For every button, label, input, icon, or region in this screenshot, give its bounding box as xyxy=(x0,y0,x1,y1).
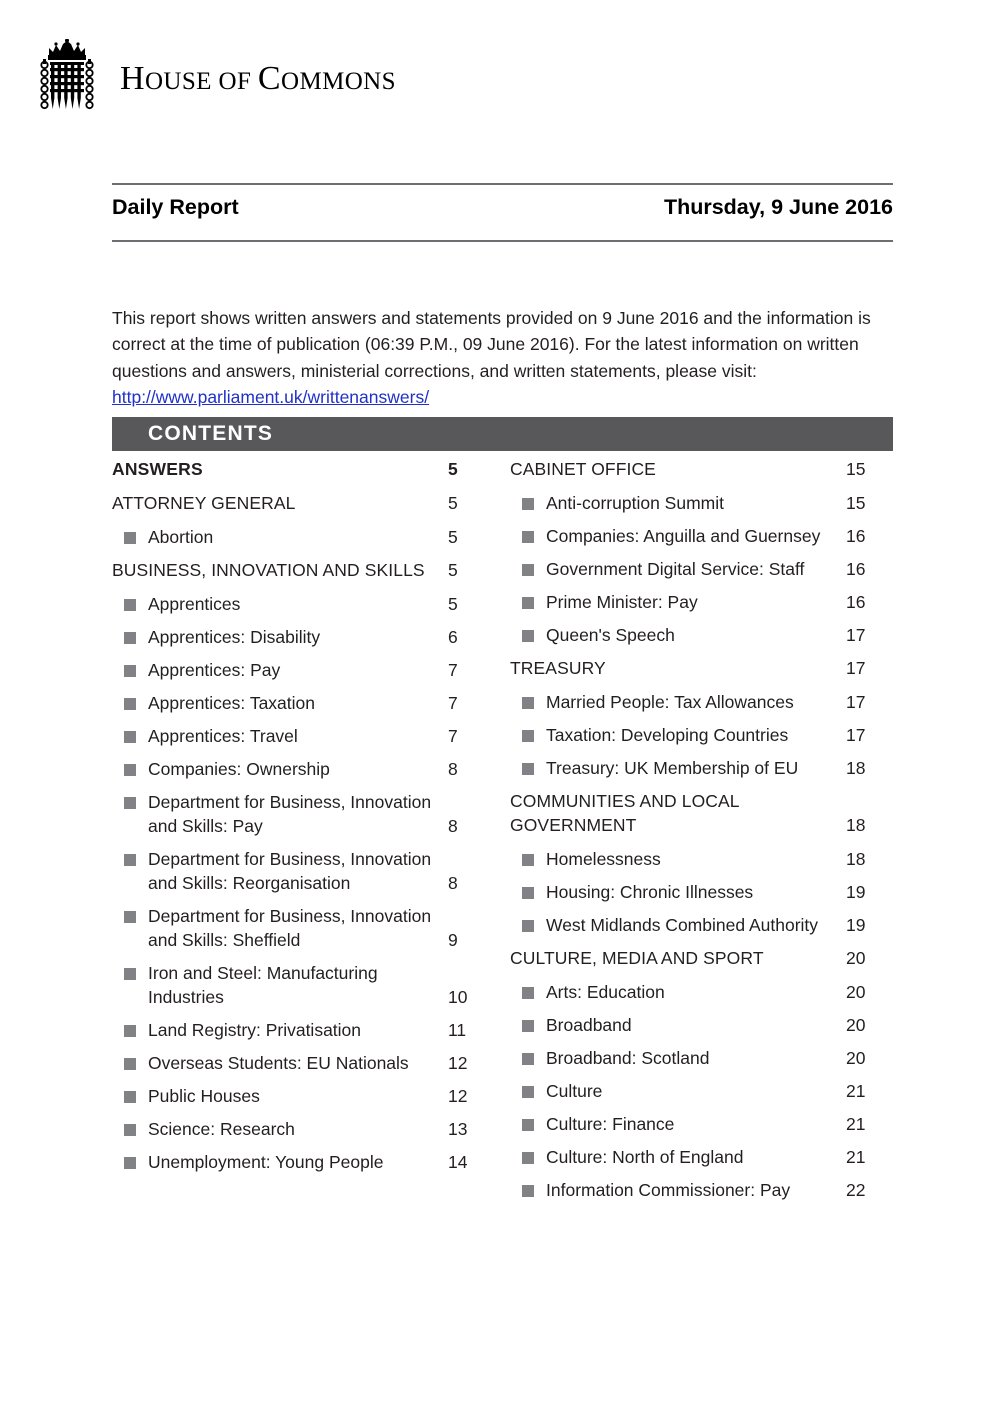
toc-entry-page-number: 18 xyxy=(846,815,866,835)
toc-entry-label-wrap xyxy=(510,1046,836,1070)
toc-entry-page-number: 10 xyxy=(448,987,468,1007)
square-bullet-icon xyxy=(522,887,534,899)
toc-entry-page-number: 16 xyxy=(846,559,866,579)
masthead xyxy=(36,38,396,120)
square-bullet-icon xyxy=(522,597,534,609)
toc-entry[interactable] xyxy=(510,756,892,780)
toc-entry-label: Overseas Students: EU Nationals xyxy=(148,1053,409,1073)
toc-entry-label-wrap xyxy=(112,904,438,952)
square-bullet-icon xyxy=(124,764,136,776)
toc-entry-label-wrap xyxy=(112,558,438,582)
toc-entry-label: CABINET OFFICE xyxy=(510,459,656,479)
toc-entry-label-wrap xyxy=(510,623,836,647)
toc-entry-label-wrap xyxy=(112,790,438,838)
square-bullet-icon xyxy=(124,532,136,544)
toc-entry-label-wrap xyxy=(112,658,438,682)
report-date: Thursday, 9 June 2016 xyxy=(663,195,893,219)
toc-department-heading[interactable] xyxy=(112,491,494,515)
contents-bar-label: CONTENTS xyxy=(148,422,274,445)
toc-entry-label-wrap xyxy=(510,690,836,714)
toc-entry-label-wrap xyxy=(510,457,836,481)
toc-entry-page-number: 16 xyxy=(846,592,866,612)
toc-entry-label: COMMUNITIES AND LOCAL GOVERNMENT xyxy=(510,791,739,835)
toc-entry-label: Information Commissioner: Pay xyxy=(546,1180,791,1200)
square-bullet-icon xyxy=(522,697,534,709)
toc-entry-label-wrap xyxy=(510,756,836,780)
toc-entry[interactable] xyxy=(112,625,494,649)
toc-department-heading[interactable] xyxy=(510,946,892,970)
masthead-title-ommons: OMMONS xyxy=(281,68,396,95)
toc-entry-label: Culture: Finance xyxy=(546,1114,675,1134)
toc-entry-label: Companies: Anguilla and Guernsey xyxy=(546,526,821,546)
toc-entry-label: Homelessness xyxy=(546,849,661,869)
toc-entry-page-number: 15 xyxy=(846,459,866,479)
toc-entry-label-wrap xyxy=(112,491,438,515)
square-bullet-icon xyxy=(124,1025,136,1037)
toc-entry-page-number: 12 xyxy=(448,1053,468,1073)
toc-entry-page-number: 18 xyxy=(846,849,866,869)
square-bullet-icon xyxy=(124,698,136,710)
toc-entry-page-number: 7 xyxy=(448,726,458,746)
square-bullet-icon xyxy=(522,498,534,510)
toc-entry[interactable] xyxy=(510,1112,892,1136)
toc-entry[interactable] xyxy=(112,847,494,895)
toc-entry-label-wrap xyxy=(510,723,836,747)
toc-entry-label: Apprentices: Taxation xyxy=(148,693,316,713)
toc-entry-page-number: 17 xyxy=(846,625,866,645)
toc-entry-label-wrap xyxy=(112,625,438,649)
toc-entry-label-wrap xyxy=(510,1145,836,1169)
toc-entry-page-number: 19 xyxy=(846,915,866,935)
toc-entry-label: Department for Business, Innovation and Skills: Reorganisation xyxy=(148,849,432,893)
toc-entry[interactable] xyxy=(510,557,892,581)
toc-entry-page-number: 6 xyxy=(448,627,458,647)
portcullis-crest-icon xyxy=(36,39,98,119)
report-header xyxy=(112,195,893,220)
toc-entry-page-number: 8 xyxy=(448,816,458,836)
toc-entry-label: Abortion xyxy=(148,527,214,547)
toc-entry-label-wrap xyxy=(510,656,836,680)
square-bullet-icon xyxy=(522,920,534,932)
toc-entry-label: Government Digital Service: Staff xyxy=(546,559,805,579)
square-bullet-icon xyxy=(522,1119,534,1131)
toc-entry-label-wrap xyxy=(112,724,438,748)
toc-entry-label-wrap xyxy=(112,525,438,549)
toc-entry-page-number: 5 xyxy=(448,459,458,479)
toc-entry-label: Apprentices: Disability xyxy=(148,627,321,647)
toc-entry-label-wrap xyxy=(112,1150,438,1174)
toc-entry[interactable] xyxy=(510,623,892,647)
toc-entry-label: West Midlands Combined Authority xyxy=(546,915,819,935)
toc-entry-label: Taxation: Developing Countries xyxy=(546,725,789,745)
square-bullet-icon xyxy=(522,1152,534,1164)
toc-entry[interactable] xyxy=(510,690,892,714)
toc-entry-page-number: 17 xyxy=(846,725,866,745)
toc-entry[interactable] xyxy=(510,913,892,937)
toc-entry-page-number: 20 xyxy=(846,1015,866,1035)
toc-entry-page-number: 8 xyxy=(448,873,458,893)
intro-text: This report shows written answers and statements provided on 9 June 2016 and the information is correct at the time of publication (06:39 P.M., 09 June 2016). For the latest information on written questions and answers, ministerial corrections, and written statements, please visit: xyxy=(112,307,871,381)
header-rule-top xyxy=(112,183,893,185)
toc-department-heading[interactable] xyxy=(510,789,892,837)
toc-department-heading[interactable] xyxy=(112,558,494,582)
toc-entry-page-number: 17 xyxy=(846,692,866,712)
toc-entry-label-wrap xyxy=(112,847,438,895)
square-bullet-icon xyxy=(522,531,534,543)
toc-entry-label: Iron and Steel: Manufacturing Industries xyxy=(148,963,378,1007)
toc-entry-page-number: 12 xyxy=(448,1086,468,1106)
toc-entry-label: Housing: Chronic Illnesses xyxy=(546,882,754,902)
toc-entry-label-wrap xyxy=(510,590,836,614)
toc-entry-label: Broadband: Scotland xyxy=(546,1048,710,1068)
toc-entry[interactable] xyxy=(510,1079,892,1103)
toc-entry[interactable] xyxy=(112,961,494,1009)
toc-entry-label: Unemployment: Young People xyxy=(148,1152,384,1172)
toc-entry-page-number: 13 xyxy=(448,1119,468,1139)
toc-entry-page-number: 5 xyxy=(448,527,458,547)
square-bullet-icon xyxy=(124,665,136,677)
masthead-title-c: C xyxy=(257,60,281,97)
toc-entry-label: ATTORNEY GENERAL xyxy=(112,493,296,513)
toc-entry-page-number: 21 xyxy=(846,1114,866,1134)
toc-entry-page-number: 8 xyxy=(448,759,458,779)
toc-entry-page-number: 20 xyxy=(846,948,866,968)
toc-entry-label: Companies: Ownership xyxy=(148,759,330,779)
toc-entry-label-wrap xyxy=(112,457,438,481)
toc-entry[interactable] xyxy=(510,524,892,548)
toc-entry-label-wrap xyxy=(112,961,438,1009)
toc-entry-label-wrap xyxy=(510,847,836,871)
toc-entry[interactable] xyxy=(510,1013,892,1037)
square-bullet-icon xyxy=(522,564,534,576)
toc-entry-label: Prime Minister: Pay xyxy=(546,592,698,612)
masthead-title xyxy=(120,60,396,98)
toc-entry-label: Public Houses xyxy=(148,1086,260,1106)
toc-entry-label: Queen's Speech xyxy=(546,625,675,645)
toc-entry[interactable] xyxy=(510,1145,892,1169)
toc-entry-label-wrap xyxy=(510,1112,836,1136)
page-title: Daily Report xyxy=(112,195,239,219)
toc-entry[interactable] xyxy=(112,790,494,838)
toc-entry-page-number: 20 xyxy=(846,1048,866,1068)
toc-entry-page-number: 16 xyxy=(846,526,866,546)
toc-entry-label-wrap xyxy=(510,557,836,581)
toc-entry-page-number: 7 xyxy=(448,693,458,713)
toc-entry[interactable] xyxy=(510,491,892,515)
toc-entry-page-number: 14 xyxy=(448,1152,468,1172)
toc-entry-label-wrap xyxy=(510,880,836,904)
toc-entry-label: Apprentices xyxy=(148,594,241,614)
toc-entry[interactable] xyxy=(112,724,494,748)
toc-entry-label-wrap xyxy=(510,1013,836,1037)
toc-entry[interactable] xyxy=(112,1018,494,1042)
toc-entry-label: Science: Research xyxy=(148,1119,295,1139)
masthead-title-h: H xyxy=(120,60,145,97)
square-bullet-icon xyxy=(124,1157,136,1169)
toc-entry-label-wrap xyxy=(510,491,836,515)
square-bullet-icon xyxy=(522,763,534,775)
toc-entry-label: Apprentices: Pay xyxy=(148,660,281,680)
toc-department-heading[interactable] xyxy=(510,656,892,680)
contents-bar xyxy=(112,417,893,451)
toc-entry-label: Culture xyxy=(546,1081,603,1101)
toc-entry[interactable] xyxy=(112,1150,494,1174)
square-bullet-icon xyxy=(124,1058,136,1070)
toc-entry-label: Department for Business, Innovation and Skills: Pay xyxy=(148,792,432,836)
toc-entry-label-wrap xyxy=(112,757,438,781)
toc-entry-label-wrap xyxy=(510,524,836,548)
toc-entry-page-number: 22 xyxy=(846,1180,866,1200)
written-answers-link[interactable]: http://www.parliament.uk/writtenanswers/ xyxy=(112,387,430,407)
toc-entry[interactable] xyxy=(510,980,892,1004)
masthead-title-ouse: OUSE xyxy=(144,68,212,95)
toc-entry-label-wrap xyxy=(510,1079,836,1103)
intro-paragraph xyxy=(112,305,887,411)
toc-entry-page-number: 9 xyxy=(448,930,458,950)
header-rule-bottom xyxy=(112,240,893,242)
square-bullet-icon xyxy=(124,731,136,743)
square-bullet-icon xyxy=(124,1091,136,1103)
square-bullet-icon xyxy=(124,599,136,611)
toc-entry[interactable] xyxy=(510,590,892,614)
toc-entry-label-wrap xyxy=(112,1018,438,1042)
toc-entry-label-wrap xyxy=(510,913,836,937)
toc-entry-label: Apprentices: Travel xyxy=(148,726,298,746)
toc-entry[interactable] xyxy=(510,1178,892,1202)
square-bullet-icon xyxy=(124,632,136,644)
toc-entry-label: Arts: Education xyxy=(546,982,665,1002)
toc-entry-label: Married People: Tax Allowances xyxy=(546,692,794,712)
toc-entry[interactable] xyxy=(112,1051,494,1075)
toc-entry-label-wrap xyxy=(112,691,438,715)
square-bullet-icon xyxy=(124,854,136,866)
toc-entry-page-number: 5 xyxy=(448,594,458,614)
toc-entry-page-number: 7 xyxy=(448,660,458,680)
square-bullet-icon xyxy=(522,630,534,642)
toc-entry-label-wrap xyxy=(510,946,836,970)
table-of-contents xyxy=(112,457,893,1211)
toc-entry[interactable] xyxy=(510,847,892,871)
toc-entry-label: CULTURE, MEDIA AND SPORT xyxy=(510,948,764,968)
toc-entry-label: Treasury: UK Membership of EU xyxy=(546,758,799,778)
toc-entry-label: Broadband xyxy=(546,1015,632,1035)
toc-entry[interactable] xyxy=(112,592,494,616)
square-bullet-icon xyxy=(124,911,136,923)
toc-entry-page-number: 11 xyxy=(448,1020,467,1040)
toc-entry-label: TREASURY xyxy=(510,658,606,678)
masthead-title-of: OF xyxy=(211,68,258,95)
square-bullet-icon xyxy=(124,1124,136,1136)
toc-entry-label-wrap xyxy=(510,1178,836,1202)
toc-entry-page-number: 15 xyxy=(846,493,866,513)
toc-section-main[interactable] xyxy=(112,457,494,481)
toc-entry-label: Anti-corruption Summit xyxy=(546,493,724,513)
toc-left-column xyxy=(112,457,494,1211)
toc-entry-label: ANSWERS xyxy=(112,459,203,479)
toc-entry-label-wrap xyxy=(510,980,836,1004)
toc-entry-label: Department for Business, Innovation and Skills: Sheffield xyxy=(148,906,432,950)
square-bullet-icon xyxy=(522,1086,534,1098)
toc-entry-page-number: 19 xyxy=(846,882,866,902)
toc-department-heading[interactable] xyxy=(510,457,892,481)
square-bullet-icon xyxy=(522,987,534,999)
toc-entry-page-number: 21 xyxy=(846,1081,866,1101)
toc-right-column xyxy=(510,457,892,1211)
square-bullet-icon xyxy=(124,968,136,980)
toc-entry-page-number: 5 xyxy=(448,560,458,580)
square-bullet-icon xyxy=(522,1053,534,1065)
toc-entry[interactable] xyxy=(112,1117,494,1141)
toc-entry-page-number: 20 xyxy=(846,982,866,1002)
toc-entry-label: Culture: North of England xyxy=(546,1147,744,1167)
toc-entry-label-wrap xyxy=(112,1117,438,1141)
toc-entry[interactable] xyxy=(112,525,494,549)
toc-entry[interactable] xyxy=(112,691,494,715)
toc-entry-page-number: 21 xyxy=(846,1147,866,1167)
square-bullet-icon xyxy=(522,1185,534,1197)
toc-entry[interactable] xyxy=(510,1046,892,1070)
toc-entry[interactable] xyxy=(510,880,892,904)
toc-entry[interactable] xyxy=(112,757,494,781)
toc-entry-page-number: 17 xyxy=(846,658,866,678)
toc-entry-label-wrap xyxy=(112,1084,438,1108)
toc-entry[interactable] xyxy=(112,1084,494,1108)
toc-entry[interactable] xyxy=(112,658,494,682)
toc-entry-label-wrap xyxy=(112,592,438,616)
square-bullet-icon xyxy=(522,1020,534,1032)
square-bullet-icon xyxy=(522,854,534,866)
toc-entry-page-number: 5 xyxy=(448,493,458,513)
toc-entry[interactable] xyxy=(112,904,494,952)
toc-entry-label: Land Registry: Privatisation xyxy=(148,1020,362,1040)
toc-entry[interactable] xyxy=(510,723,892,747)
toc-entry-label: BUSINESS, INNOVATION AND SKILLS xyxy=(112,560,425,580)
toc-entry-label-wrap xyxy=(112,1051,438,1075)
square-bullet-icon xyxy=(124,797,136,809)
toc-entry-label-wrap xyxy=(510,789,836,837)
square-bullet-icon xyxy=(522,730,534,742)
toc-entry-page-number: 18 xyxy=(846,758,866,778)
